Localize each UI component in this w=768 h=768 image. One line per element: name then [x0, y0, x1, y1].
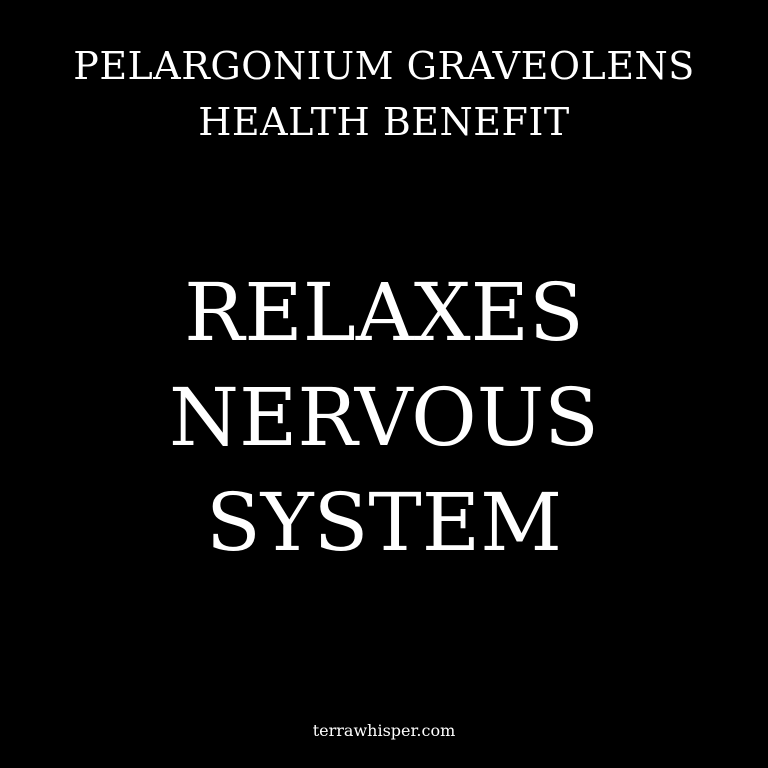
benefit-line-3: SYSTEM [205, 476, 563, 569]
benefit-line-2: NERVOUS [169, 371, 599, 464]
footer-site-credit: terrawhisper.com [312, 721, 456, 740]
heading-line-subtitle: HEALTH BENEFIT [198, 100, 570, 144]
card-heading [0, 38, 768, 150]
benefit-text [0, 260, 768, 575]
benefit-line-1: RELAXES [184, 266, 584, 359]
heading-line-plant-name: PELARGONIUM GRAVEOLENS [73, 44, 695, 88]
